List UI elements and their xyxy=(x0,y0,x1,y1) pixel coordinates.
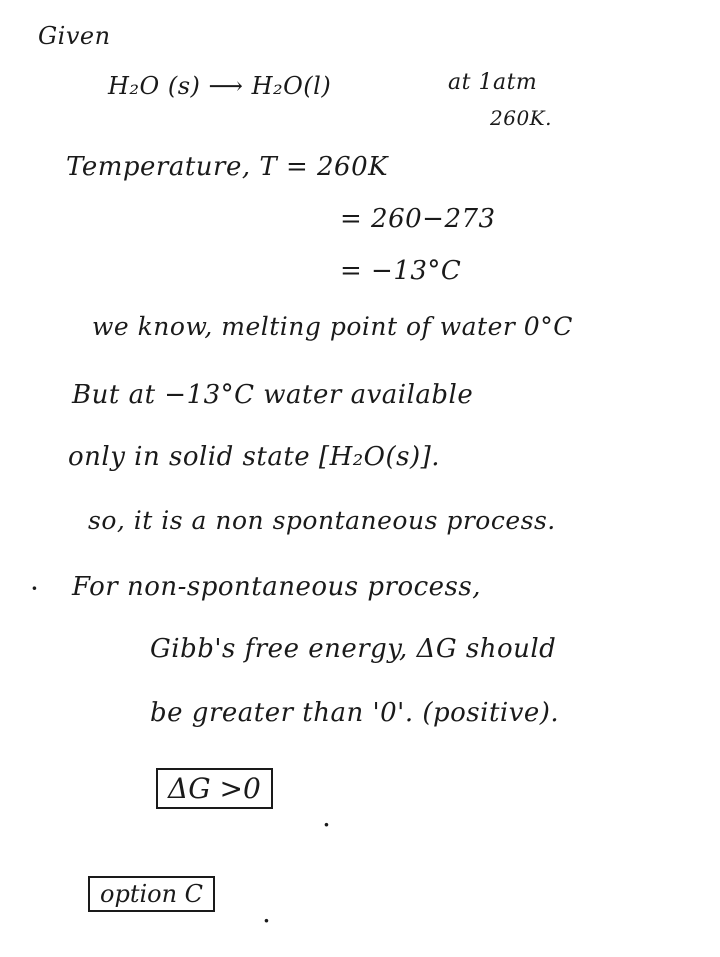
reaction-condition-pressure: at 1atm xyxy=(448,70,538,95)
melting-point-line: we know, melting point of water 0°C xyxy=(92,312,573,341)
temperature-line-3: = −13°C xyxy=(340,256,462,286)
option-dot: . xyxy=(262,896,271,929)
solid-state-line: only in solid state [H₂O(s)]. xyxy=(68,442,441,472)
result-dot: . xyxy=(322,800,331,833)
option-answer-box: option C xyxy=(88,876,215,912)
delta-g-result-box: ΔG >0 xyxy=(156,768,273,809)
gibbs-energy-line: Gibb's free energy, ΔG should xyxy=(150,634,557,664)
non-spontaneous-line: so, it is a non spontaneous process. xyxy=(88,506,556,535)
greater-than-zero-line: be greater than '0'. (positive). xyxy=(150,698,560,728)
but-line: But at −13°C water available xyxy=(72,380,474,410)
heading-given: Given xyxy=(38,22,111,50)
reaction-equation: H₂O (s) ⟶ H₂O(l) xyxy=(108,72,332,100)
temperature-line-2: = 260−273 xyxy=(340,204,496,234)
temperature-line-1: Temperature, T = 260K xyxy=(66,152,389,182)
for-process-line: For non-spontaneous process, xyxy=(72,572,481,602)
bullet-dot: · xyxy=(30,572,39,605)
reaction-condition-temperature: 260K. xyxy=(490,106,552,130)
